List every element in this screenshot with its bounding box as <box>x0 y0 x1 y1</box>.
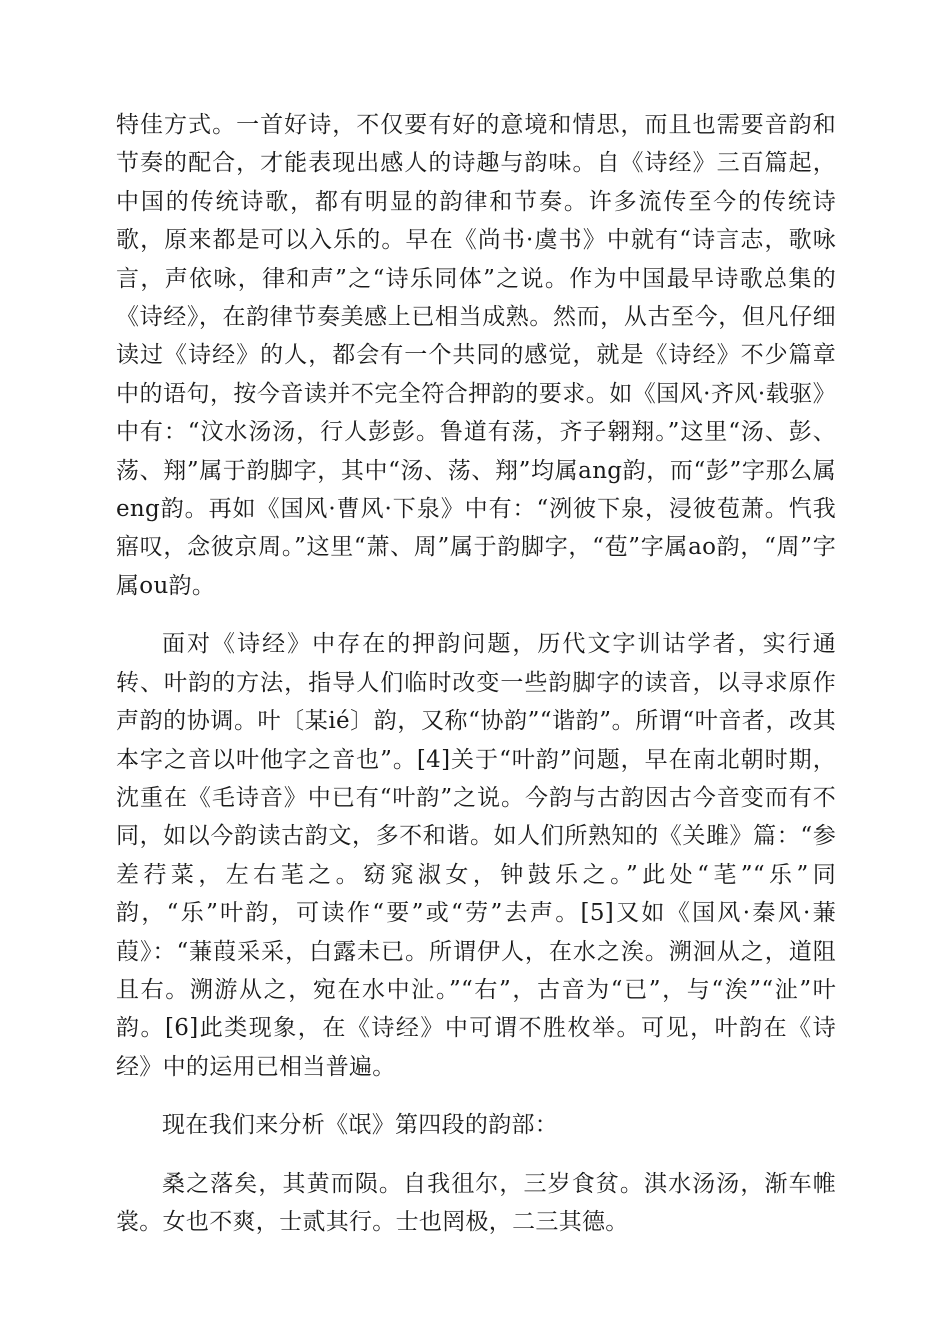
paragraph-analysis-intro: 现在我们来分析《氓》第四段的韵部： <box>162 1112 559 1139</box>
paragraph-xie-yun: 面对《诗经》中存在的押韵问题，历代文字训诂学者，实行通转、叶韵的方法，指导人们临时改变一些韵脚字的读音，以寻求原作声韵的协调。叶〔某ié〕韵，又称“协韵”“谐韵”。所谓“叶音者，改其本字之音以叶他字之音也”。[4]关于“叶韵”问题，早在南北朝时期，沈重在《毛诗音》中已有“叶韵”之说。今韵与古韵因古今音变而有不同，如以今韵读古韵文，多不和谐。如人们所熟知的《关雎》篇：“参差荇菜，左右芼之。窈窕淑女，钟鼓乐之。”此处“芼”“乐”同韵，“乐”叶韵，可读作“要”或“劳”去声。[5]又如《国风·秦风·蒹葭》：“蒹葭采采，白露未已。所谓伊人，在水之涘。溯洄从之，道阻且右。溯游从之，宛在水中沚。”“右”，古音为“已”，与“涘”“沚”叶韵。[6]此类现象，在《诗经》中可谓不胜枚举。可见，叶韵在《诗经》中的运用已相当普遍。 <box>116 631 836 1080</box>
document-page <box>116 106 836 1241</box>
paragraph-tone-and-rhythm: 特佳方式。一首好诗，不仅要有好的意境和情思，而且也需要音韵和节奏的配合，才能表现出感人的诗趣与韵味。自《诗经》三百篇起，中国的传统诗歌，都有明显的韵律和节奏。许多流传至今的传统诗歌，原来都是可以入乐的。早在《尚书·虞书》中就有“诗言志，歌咏言，声依咏，律和声”之“诗乐同体”之说。作为中国最早诗歌总集的《诗经》，在韵律节奏美感上已相当成熟。然而，从古至今，但凡仔细读过《诗经》的人，都会有一个共同的感觉，就是《诗经》不少篇章中的语句，按今音读并不完全符合押韵的要求。如《国风·齐风·载驱》中有：“汶水汤汤，行人彭彭。鲁道有荡，齐子翱翔。”这里“汤、彭、荡、翔”属于韵脚字，其中“汤、荡、翔”均属ang韵，而“彭”字那么属eng韵。再如《国风·曹风·下泉》中有：“洌彼下泉，浸彼苞萧。忾我寤叹，念彼京周。”这里“萧、周”属于韵脚字，“苞”字属ao韵，“周”字属ou韵。 <box>116 112 836 599</box>
paragraph-poem-quote: 桑之落矣，其黄而陨。自我徂尔，三岁食贫。淇水汤汤，渐车帷裳。女也不爽，士贰其行。士也罔极，二三其德。 <box>116 1170 836 1235</box>
